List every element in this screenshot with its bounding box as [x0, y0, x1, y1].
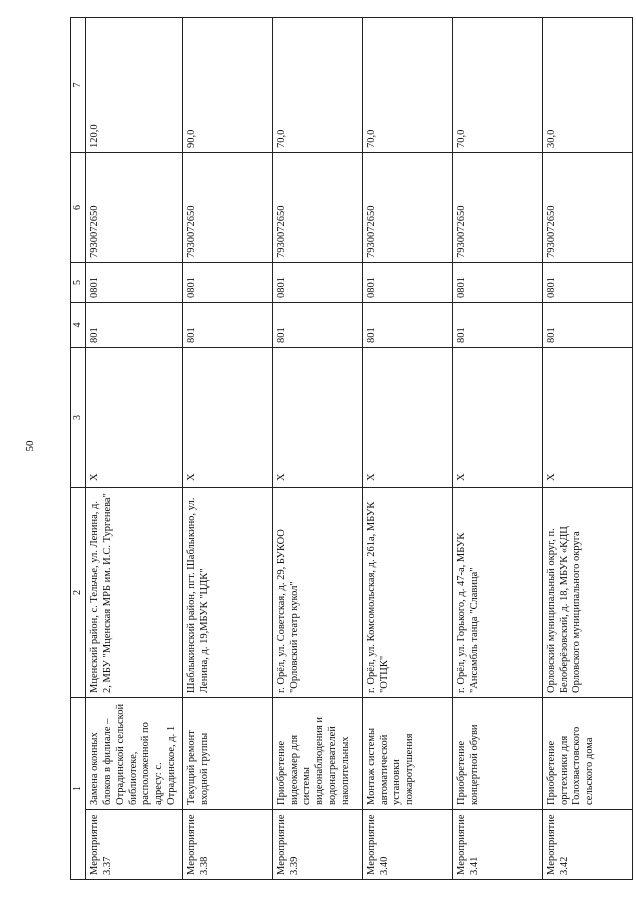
table-row: [272, 18, 362, 880]
cell-col5: 0801: [362, 263, 452, 303]
cell-col3: Х: [182, 348, 272, 488]
table-row: [362, 18, 452, 880]
cell-col7: 70,0: [362, 18, 452, 153]
table-row: [542, 18, 632, 880]
cell-col5: 0801: [542, 263, 632, 303]
cell-col6: 7930072650: [542, 153, 632, 263]
address-cell: г. Орёл, ул. Горького, д. 47-а, МБУК "Ансамбль танца "Славица": [452, 488, 542, 698]
cell-col3: Х: [362, 348, 452, 488]
header-cell: 7: [71, 18, 86, 153]
cell-col5: 0801: [86, 263, 183, 303]
header-cell: 2: [71, 488, 86, 698]
address-cell: Мценский район, с. Тельчье, ул. Ленина, д. 2, МБУ "Мценская МРБ им. И.С. Тургенева": [86, 488, 183, 698]
cell-col6: 7930072650: [86, 153, 183, 263]
rotated-table-container: [70, 18, 621, 880]
page-number: 50: [24, 440, 36, 452]
header-cell: 4: [71, 303, 86, 348]
cell-col6: 7930072650: [182, 153, 272, 263]
cell-col6: 7930072650: [452, 153, 542, 263]
description-cell: Замена оконных блоков в филиале – Отрадинской сельской библиотеке, расположенной по адресу: с. Отрадинское, д. 1: [86, 698, 183, 810]
event-cell: Мероприятие 3.40: [362, 810, 452, 880]
cell-col4: 801: [272, 303, 362, 348]
address-cell: г. Орёл, ул. Комсомольская, д. 261а, МБУК "ОТЦК": [362, 488, 452, 698]
event-cell: Мероприятие 3.38: [182, 810, 272, 880]
cell-col7: 70,0: [452, 18, 542, 153]
cell-col4: 801: [86, 303, 183, 348]
address-cell: Орловский муниципальный округ, п. Белоберёзовский, д. 18, МБУК «КДЦ Орловского муниципального округа: [542, 488, 632, 698]
cell-col4: 801: [362, 303, 452, 348]
header-cell: 5: [71, 263, 86, 303]
cell-col4: 801: [182, 303, 272, 348]
description-cell: Текущий ремонт входной группы: [182, 698, 272, 810]
cell-col3: Х: [452, 348, 542, 488]
cell-col3: Х: [86, 348, 183, 488]
cell-col3: Х: [542, 348, 632, 488]
description-cell: Приобретение концертной обуви: [452, 698, 542, 810]
cell-col7: 90,0: [182, 18, 272, 153]
cell-col6: 7930072650: [362, 153, 452, 263]
cell-col5: 0801: [452, 263, 542, 303]
event-cell: Мероприятие 3.41: [452, 810, 542, 880]
cell-col5: 0801: [182, 263, 272, 303]
cell-col7: 30,0: [542, 18, 632, 153]
cell-col4: 801: [452, 303, 542, 348]
header-cell: 1: [71, 698, 86, 880]
cell-col4: 801: [542, 303, 632, 348]
table-row: [452, 18, 542, 880]
cell-col3: Х: [272, 348, 362, 488]
cell-col6: 7930072650: [272, 153, 362, 263]
header-cell: 6: [71, 153, 86, 263]
address-cell: г. Орёл, ул. Советская, д. 29, БУКОО "Орловский театр кукол": [272, 488, 362, 698]
event-cell: Мероприятие 3.42: [542, 810, 632, 880]
table-row: [182, 18, 272, 880]
address-cell: Шаблыкинский район, пгт. Шаблыкино, ул. Ленина, д. 19,МБУК "ЦДК": [182, 488, 272, 698]
table-row: [86, 18, 183, 880]
event-cell: Мероприятие 3.39: [272, 810, 362, 880]
data-table: [70, 17, 633, 880]
header-cell: 3: [71, 348, 86, 488]
header-row: [71, 18, 86, 880]
cell-col7: 70,0: [272, 18, 362, 153]
description-cell: Приобретение видеокамер для системы видеонаблюдения и водонагревателей накопительных: [272, 698, 362, 810]
description-cell: Монтаж системы автоматической установки пожаротушения: [362, 698, 452, 810]
description-cell: Приобретение оргтехники для Голохвастовского сельского дома: [542, 698, 632, 810]
cell-col5: 0801: [272, 263, 362, 303]
cell-col7: 120,0: [86, 18, 183, 153]
event-cell: Мероприятие 3.37: [86, 810, 183, 880]
